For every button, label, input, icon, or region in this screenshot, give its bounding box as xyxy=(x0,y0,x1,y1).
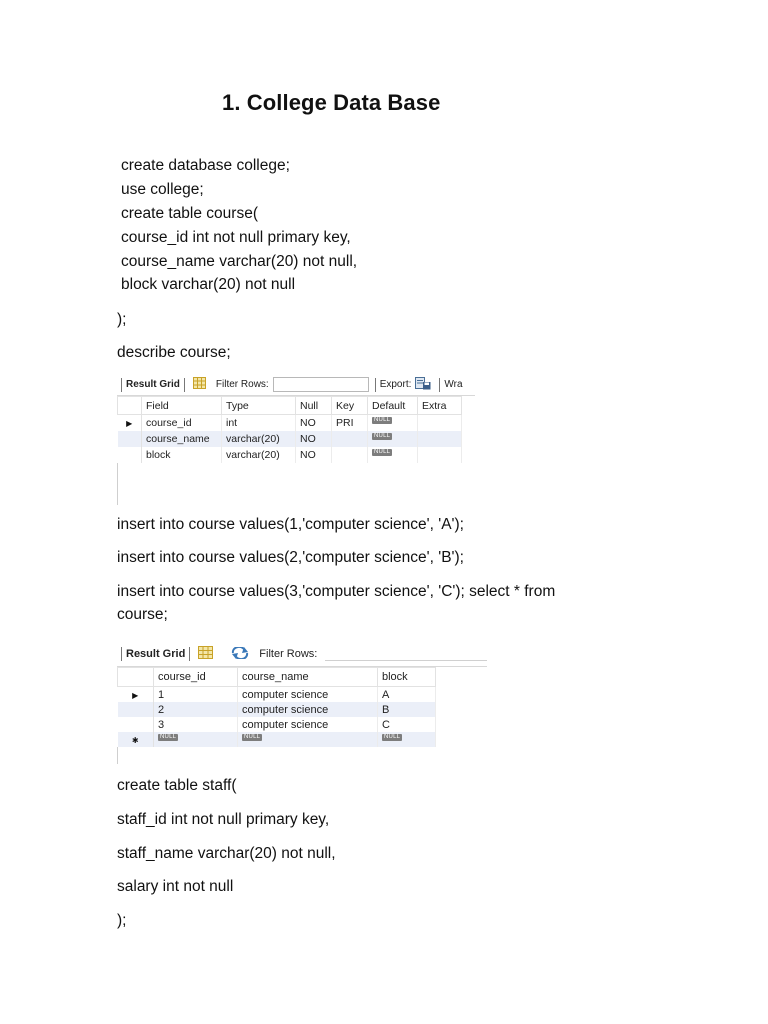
filter-rows-input[interactable] xyxy=(325,647,487,661)
row-marker-header xyxy=(118,668,154,687)
row-marker-cell xyxy=(118,717,154,732)
code-line: ); xyxy=(117,311,127,328)
table-cell[interactable]: A xyxy=(378,687,436,703)
code-line: create table staff( xyxy=(117,777,237,794)
code-line: course_id int not null primary key, xyxy=(121,229,351,246)
table-cell[interactable]: computer science xyxy=(238,687,378,703)
table-cell[interactable] xyxy=(418,447,462,463)
code-line: staff_id int not null primary key, xyxy=(117,811,330,828)
export-label: Export: xyxy=(379,379,412,390)
column-header[interactable]: Type xyxy=(222,397,296,415)
filter-rows-label: Filter Rows: xyxy=(259,648,318,660)
null-badge: NULL xyxy=(374,417,391,423)
grid-view-icon[interactable] xyxy=(193,377,206,392)
code-line: course_name varchar(20) not null, xyxy=(121,253,358,270)
column-header[interactable]: Null xyxy=(296,397,332,415)
current-row-arrow-icon: ▶ xyxy=(118,415,142,432)
toolbar-separator xyxy=(184,378,185,392)
grid-view-icon[interactable] xyxy=(198,646,213,662)
null-badge: NULL xyxy=(160,733,177,740)
code-line: block varchar(20) not null xyxy=(121,276,296,293)
null-badge: NULL xyxy=(384,733,401,740)
table-cell[interactable]: 2 xyxy=(154,702,238,717)
table-cell[interactable]: C xyxy=(378,717,436,732)
table-cell[interactable]: NO xyxy=(296,415,332,432)
column-header[interactable]: Extra xyxy=(418,397,462,415)
table-row[interactable] xyxy=(118,702,436,717)
table-cell[interactable]: int xyxy=(222,415,296,432)
wrap-label[interactable]: Wra xyxy=(444,379,463,390)
table-cell[interactable]: PRI xyxy=(332,415,368,432)
new-row-asterisk-icon: ✱ xyxy=(118,732,154,747)
table-cell[interactable]: course_id xyxy=(142,415,222,432)
table-cell[interactable] xyxy=(368,415,418,432)
table-cell[interactable]: 1 xyxy=(154,687,238,703)
code-line: ); xyxy=(117,912,127,929)
code-line: salary int not null xyxy=(117,878,234,895)
column-header[interactable]: block xyxy=(378,668,436,687)
code-line: use college; xyxy=(121,181,204,198)
code-line: insert into course values(1,'computer science', 'A'); xyxy=(117,516,464,533)
table-row[interactable] xyxy=(118,717,436,732)
table-cell[interactable] xyxy=(238,732,378,747)
course-table xyxy=(117,667,436,747)
row-marker-cell xyxy=(118,431,142,447)
column-header[interactable]: Default xyxy=(368,397,418,415)
column-header[interactable]: Key xyxy=(332,397,368,415)
table-cell[interactable]: computer science xyxy=(238,717,378,732)
toolbar-separator xyxy=(439,378,440,392)
result-grid-describe xyxy=(117,374,475,463)
table-cell[interactable]: varchar(20) xyxy=(222,431,296,447)
row-marker-cell xyxy=(118,447,142,463)
page-title: 1. College Data Base xyxy=(222,90,441,115)
filter-rows-label: Filter Rows: xyxy=(215,379,269,390)
row-marker-cell xyxy=(118,702,154,717)
table-cell[interactable] xyxy=(154,732,238,747)
refresh-icon[interactable] xyxy=(231,647,249,662)
column-header[interactable]: Field xyxy=(142,397,222,415)
code-line: describe course; xyxy=(117,344,231,361)
toolbar-separator xyxy=(121,378,122,392)
code-line: staff_name varchar(20) not null, xyxy=(117,845,336,862)
table-cell[interactable] xyxy=(418,431,462,447)
code-line: course; xyxy=(117,606,168,623)
new-row[interactable] xyxy=(118,732,436,747)
null-badge: NULL xyxy=(374,449,391,455)
toolbar-separator xyxy=(189,647,190,661)
table-cell[interactable] xyxy=(378,732,436,747)
result-grid-toolbar xyxy=(117,642,487,667)
describe-table xyxy=(117,396,462,463)
code-line: create table course( xyxy=(121,205,258,222)
null-badge: NULL xyxy=(244,733,261,740)
table-cell[interactable]: 3 xyxy=(154,717,238,732)
column-header[interactable]: course_id xyxy=(154,668,238,687)
table-cell[interactable] xyxy=(368,431,418,447)
toolbar-separator xyxy=(375,378,376,392)
table-cell[interactable] xyxy=(368,447,418,463)
export-icon[interactable] xyxy=(415,377,431,393)
code-line: create database college; xyxy=(121,157,290,174)
result-grid-tab[interactable]: Result Grid xyxy=(126,648,186,660)
table-cell[interactable]: NO xyxy=(296,431,332,447)
table-row[interactable] xyxy=(118,415,462,432)
table-cell[interactable]: computer science xyxy=(238,702,378,717)
null-badge: NULL xyxy=(374,433,391,439)
table-cell[interactable]: varchar(20) xyxy=(222,447,296,463)
result-grid-tab[interactable]: Result Grid xyxy=(126,379,180,390)
table-cell[interactable]: B xyxy=(378,702,436,717)
row-marker-header xyxy=(118,397,142,415)
column-header[interactable]: course_name xyxy=(238,668,378,687)
table-header-row xyxy=(118,397,462,415)
table-cell[interactable]: block xyxy=(142,447,222,463)
filter-rows-input[interactable] xyxy=(273,377,369,392)
table-cell[interactable]: NO xyxy=(296,447,332,463)
result-grid-select xyxy=(117,642,487,747)
table-row[interactable] xyxy=(118,687,436,703)
current-row-arrow-icon: ▶ xyxy=(118,687,154,703)
result-grid-toolbar xyxy=(117,374,475,396)
table-header-row xyxy=(118,668,436,687)
table-cell[interactable] xyxy=(332,447,368,463)
code-line: insert into course values(2,'computer science', 'B'); xyxy=(117,549,464,566)
table-cell[interactable]: course_name xyxy=(142,431,222,447)
table-row[interactable] xyxy=(118,431,462,447)
table-cell[interactable] xyxy=(332,431,368,447)
toolbar-separator xyxy=(121,647,122,661)
code-line: insert into course values(3,'computer science', 'C'); select * from xyxy=(117,583,556,600)
table-row[interactable] xyxy=(118,447,462,463)
table-cell[interactable] xyxy=(418,415,462,432)
